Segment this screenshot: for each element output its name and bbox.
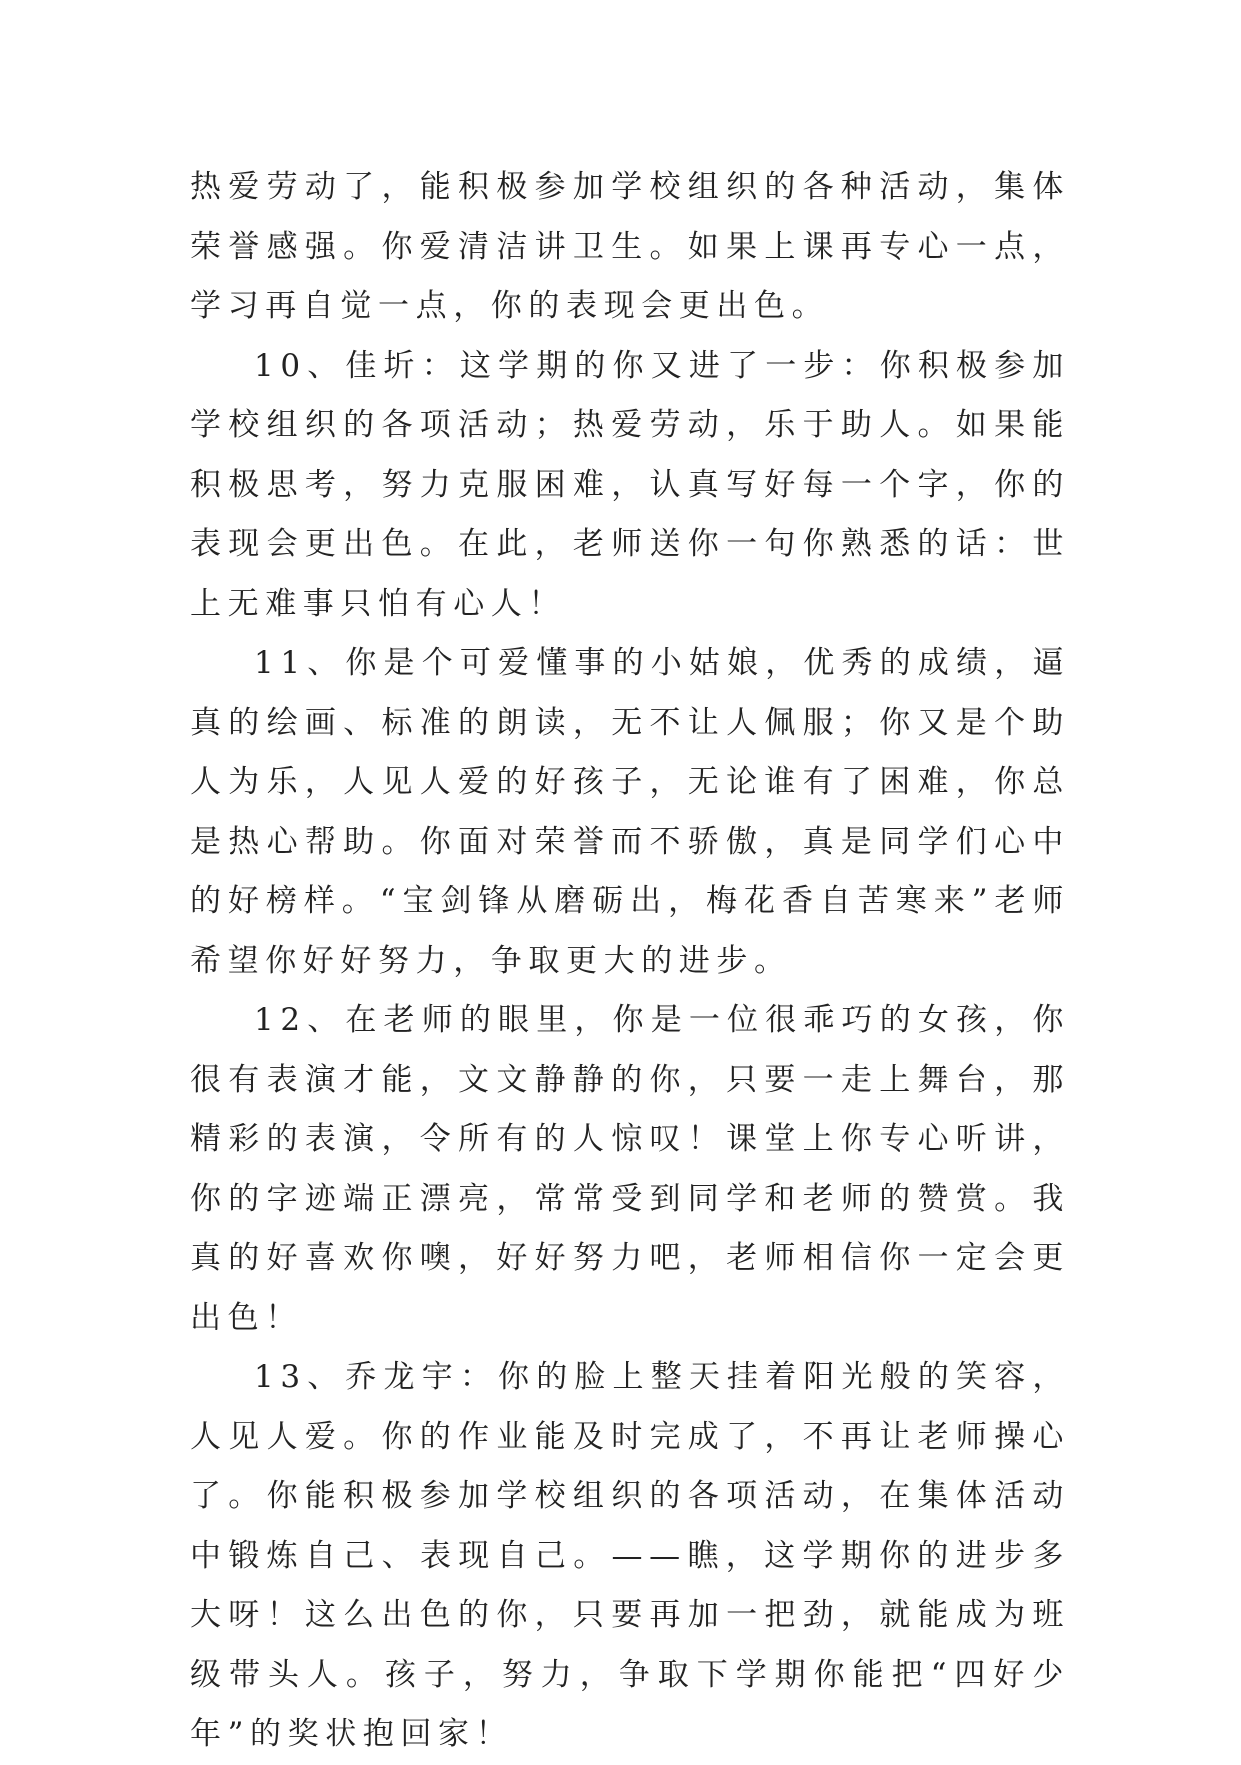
paragraph-comment-13: 13、乔龙宇：你的脸上整天挂着阳光般的笑容，人见人爱。你的作业能及时完成了，不再让老师操心了。你能积极参加学校组织的各项活动，在集体活动中锻炼自己、表现自己。——瞧，这学期你的进步多大呀！这么出色的你，只要再加一把劲，就能成为班级带头人。孩子，努力，争取下学期你能把“四好少年”的奖状抱回家！: [190, 1359, 1070, 1752]
paragraph-comment-12: 12、在老师的眼里，你是一位很乖巧的女孩，你很有表演才能，文文静静的你，只要一走上舞台，那精彩的表演，令所有的人惊叹！课堂上你专心听讲，你的字迹端正漂亮，常常受到同学和老师的赞赏。我真的好喜欢你噢，好好努力吧，老师相信你一定会更出色！: [190, 1002, 1070, 1336]
paragraph-comment-11: 11、你是个可爱懂事的小姑娘，优秀的成绩，逼真的绘画、标准的朗读，无不让人佩服；你又是个助人为乐，人见人爱的好孩子，无论谁有了困难，你总是热心帮助。你面对荣誉而不骄傲，真是同学们心中的好榜样。“宝剑锋从磨砺出，梅花香自苦寒来”老师希望你好好努力，争取更大的进步。: [190, 645, 1070, 979]
paragraph-continued: 热爱劳动了，能积极参加学校组织的各种活动，集体荣誉感强。你爱清洁讲卫生。如果上课再专心一点，学习再自觉一点，你的表现会更出色。: [190, 169, 1070, 324]
paragraph-comment-10: 10、佳圻：这学期的你又进了一步：你积极参加学校组织的各项活动；热爱劳动，乐于助人。如果能积极思考，努力克服困难，认真写好每一个字，你的表现会更出色。在此，老师送你一句你熟悉的话：世上无难事只怕有心人！: [190, 347, 1070, 622]
document-page: [190, 158, 1070, 1765]
